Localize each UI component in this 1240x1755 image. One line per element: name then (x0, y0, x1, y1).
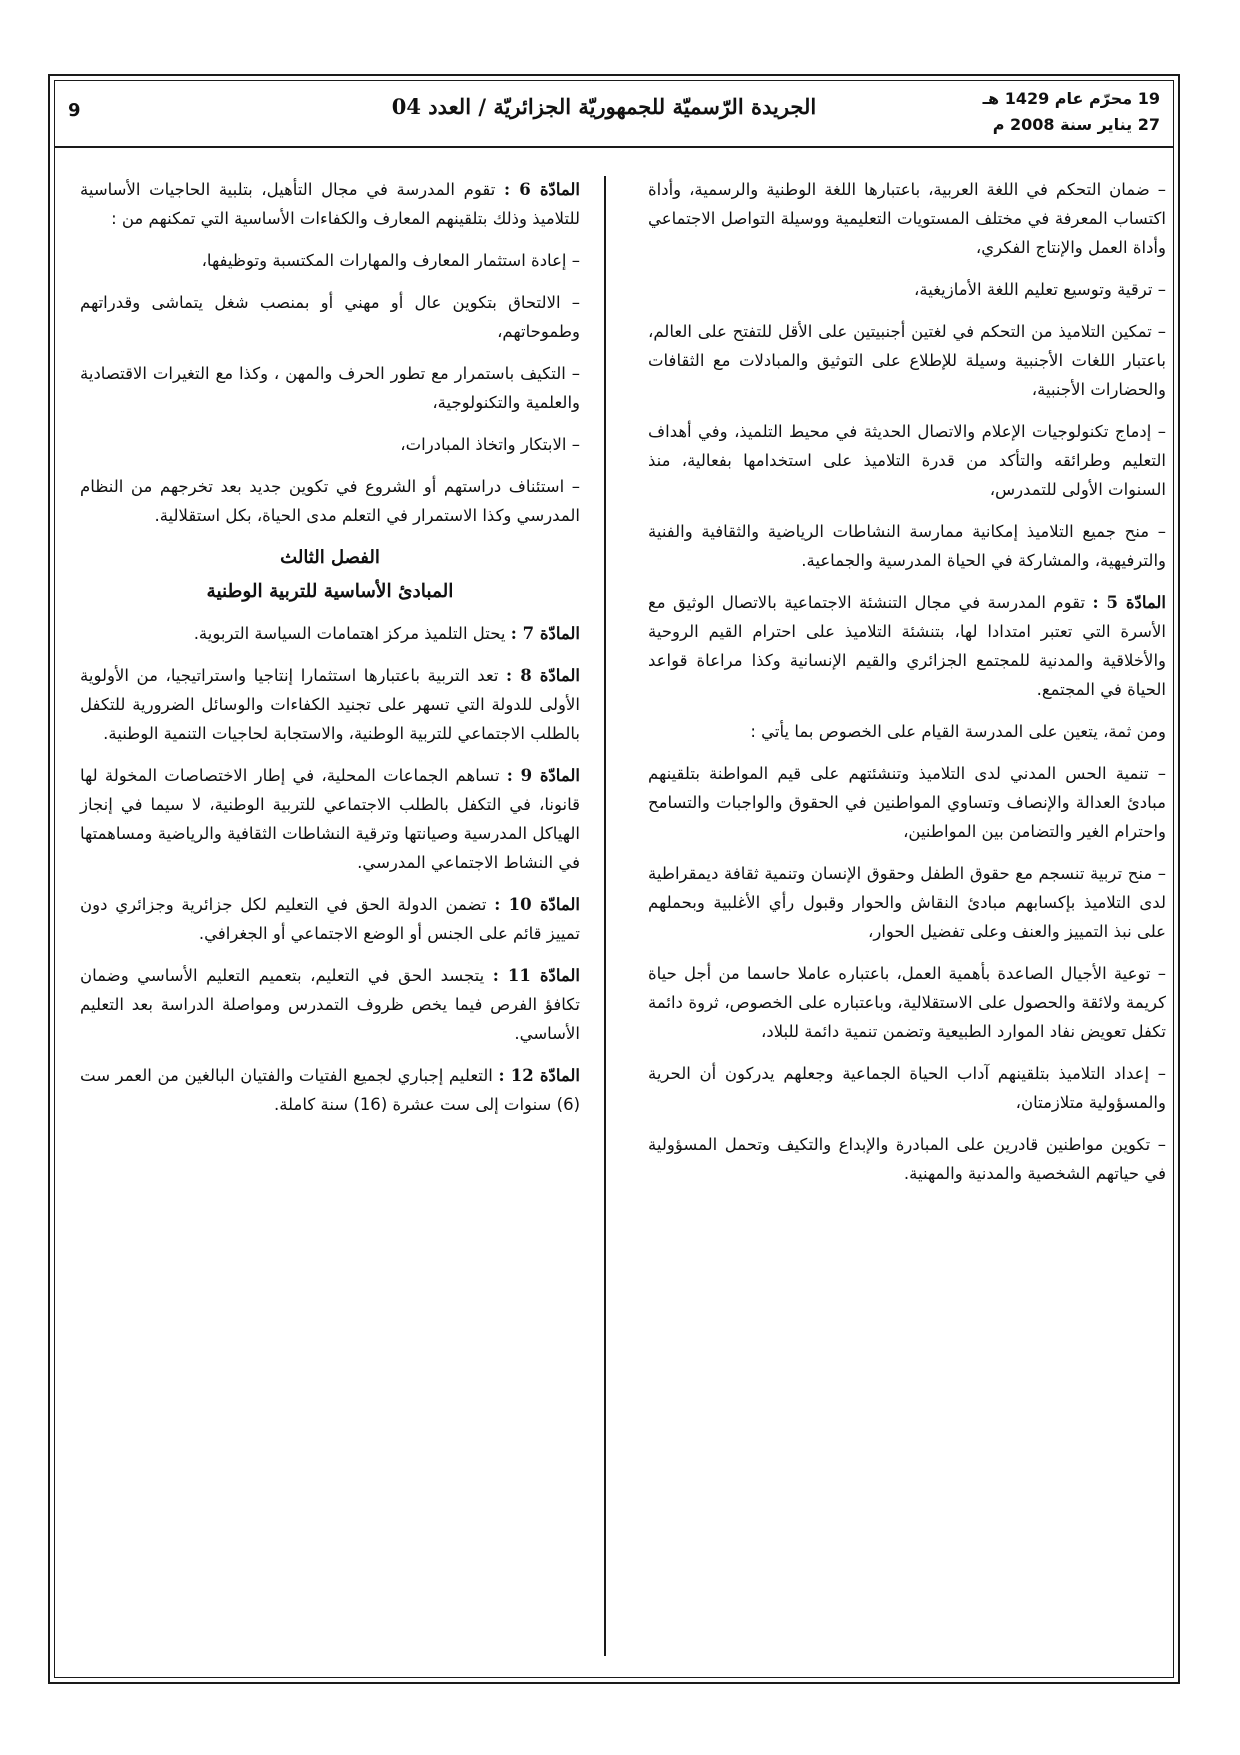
list-item: – تنمية الحس المدني لدى التلاميذ وتنشئتهم على قيم المواطنة بتلقينهم مبادئ العدالة والإنصاف وتساوي المواطنين في الحقوق والواجبات والتسامح واحترام الغير والتضامن بين المواطنين، (648, 764, 1166, 841)
article-6 (80, 175, 580, 233)
list-item: – توعية الأجيال الصاعدة بأهمية العمل، باعتباره عاملا حاسما من أجل حياة كريمة ولائقة والحصول على الاستقلالية، وباعتباره على الخصوص، ثروة دائمة تكفل تعويض نفاد الموارد الطبيعية وتضمن تنمية دائمة للبلاد، (648, 964, 1166, 1041)
list-item: – إعادة استثمار المعارف والمهارات المكتسبة وتوظيفها، (201, 251, 580, 270)
list-item: – الالتحاق بتكوين عال أو مهني أو بمنصب شغل يتماشى وقدراتهم وطموحاتهم، (80, 293, 580, 341)
page-number: 9 (68, 100, 81, 121)
list-item: – استئناف دراستهم أو الشروع في تكوين جديد بعد تخرجهم من النظام المدرسي وكذا الاستمرار في التعلم مدى الحياة، بكل استقلالية. (80, 477, 580, 525)
list-item: – إعداد التلاميذ بتلقينهم آداب الحياة الجماعية وجعلهم يدركون أن الحرية والمسؤولية متلازمتان، (648, 1064, 1166, 1112)
article-5 (648, 588, 1166, 704)
article-text: تضمن الدولة الحق في التعليم لكل جزائرية وجزائري دون تمييز قائم على الجنس أو الوضع الاجتماعي أو الجغرافي. (80, 895, 580, 943)
list-item: – ترقية وتوسيع تعليم اللغة الأمازيغية، (914, 280, 1166, 299)
list-item: – ضمان التحكم في اللغة العربية، باعتبارها اللغة الوطنية والرسمية، وأداة اكتساب المعرفة في مختلف المستويات التعليمية ووسيلة التواصل الاجتماعي وأداة العمل والإنتاج الفكري، (648, 180, 1166, 257)
article-text: يتجسد الحق في التعليم، بتعميم التعليم الأساسي وضمان تكافؤ الفرص فيما يخص ظروف التمدرس ومواصلة الدراسة بعد التعليم الأساسي. (80, 966, 580, 1043)
article-text: تساهم الجماعات المحلية، في إطار الاختصاصات المخولة لها قانونا، في التكفل بالطلب الاجتماعي للتربية الوطنية، لا سيما في إنجاز الهياكل المدرسية وصيانتها وترقية النشاطات الثقافية والرياضية ومساهمتها في النشاط الاجتماعي المدرسي. (80, 766, 580, 872)
article-label: المادّة 9 : (506, 766, 580, 785)
left-column (80, 175, 580, 1132)
article-10 (80, 890, 580, 948)
article-label: المادّة 6 : (503, 180, 581, 199)
right-column (648, 175, 1166, 1201)
list-item: – تمكين التلاميذ من التحكم في لغتين أجنبيتين على الأقل للتفتح على العالم، باعتبار اللغات الأجنبية وسيلة للإطلاع على التوثيق والمبادلات مع الثقافات والحضارات الأجنبية، (648, 322, 1166, 399)
chapter-title: الفصل الثالث (280, 547, 380, 568)
article-text: تعد التربية باعتبارها استثمارا إنتاجيا واستراتيجيا، من الأولوية الأولى للدولة التي تسهر على تجنيد الكفاءات والوسائل الضرورية للتكفل بالطلب الاجتماعي للتربية الوطنية، والاستجابة لحاجيات التنمية الوطنية. (80, 666, 580, 743)
article-label: المادّة 5 : (1092, 593, 1166, 612)
list-item: – التكيف باستمرار مع تطور الحرف والمهن ، وكذا مع التغيرات الاقتصادية والعلمية والتكنولوجية، (80, 364, 580, 412)
article-label: المادّة 11 : (492, 966, 580, 985)
journal-title: الجريدة الرّسميّة للجمهوريّة الجزائريّة / العدد 04 (391, 94, 817, 119)
header-divider (54, 146, 1174, 148)
gregorian-date: 27 يناير سنة 2008 م (992, 115, 1160, 134)
list-item: – منح تربية تنسجم مع حقوق الطفل وحقوق الإنسان وتنمية ثقافة ديمقراطية لدى التلاميذ بإكسابهم مبادئ النقاش والحوار وقبول رأي الأغلبية وبحملهم على نبذ التمييز والعنف وعلى تفضيل الحوار، (648, 864, 1166, 941)
article-8 (80, 661, 580, 748)
article-label: المادّة 10 : (494, 895, 580, 914)
article-7 (80, 619, 580, 648)
list-item: – تكوين مواطنين قادرين على المبادرة والإبداع والتكيف وتحمل المسؤولية في حياتهم الشخصية والمدنية والمهنية. (648, 1135, 1166, 1183)
article-label: المادّة 8 : (506, 666, 580, 685)
article-12 (80, 1061, 580, 1119)
article-label: المادّة 7 : (510, 624, 580, 643)
article-text: تقوم المدرسة في مجال التنشئة الاجتماعية بالاتصال الوثيق مع الأسرة التي تعتبر امتدادا لها، بتنشئة التلاميذ على احترام القيم الروحية والأخلاقية والمدنية للمجتمع الجزائري والقيم الإنسانية وكذا مراعاة قواعد الحياة في المجتمع. (648, 593, 1166, 699)
article-label: المادّة 12 : (498, 1066, 580, 1085)
chapter-subtitle: المبادئ الأساسية للتربية الوطنية (206, 581, 454, 602)
column-divider (604, 176, 606, 1656)
hijri-date: 19 محرّم عام 1429 هـ (982, 89, 1160, 108)
list-item: – الابتكار واتخاذ المبادرات، (400, 435, 580, 454)
page-header (54, 80, 1174, 146)
article-text: يحتل التلميذ مركز اهتمامات السياسة التربوية. (193, 624, 506, 643)
paragraph: ومن ثمة، يتعين على المدرسة القيام على الخصوص بما يأتي : (750, 722, 1166, 741)
list-item: – إدماج تكنولوجيات الإعلام والاتصال الحديثة في محيط التلميذ، وفي أهداف التعليم وطرائقه والتأكد من قدرة التلاميذ على استخدامها بفعالية، منذ السنوات الأولى للتمدرس، (648, 422, 1166, 499)
article-11 (80, 961, 580, 1048)
list-item: – منح جميع التلاميذ إمكانية ممارسة النشاطات الرياضية والثقافية والفنية والترفيهية، والمشاركة في الحياة المدرسية والجماعية. (648, 522, 1166, 570)
article-text: تقوم المدرسة في مجال التأهيل، بتلبية الحاجيات الأساسية للتلاميذ وذلك بتلقينهم المعارف والكفاءات الأساسية التي تمكنهم من : (80, 180, 580, 228)
issue-date (983, 86, 1160, 138)
article-text: التعليم إجباري لجميع الفتيات والفتيان البالغين من العمر ست (6) سنوات إلى ست عشرة (16) سنة كاملة. (80, 1066, 580, 1114)
article-9 (80, 761, 580, 877)
